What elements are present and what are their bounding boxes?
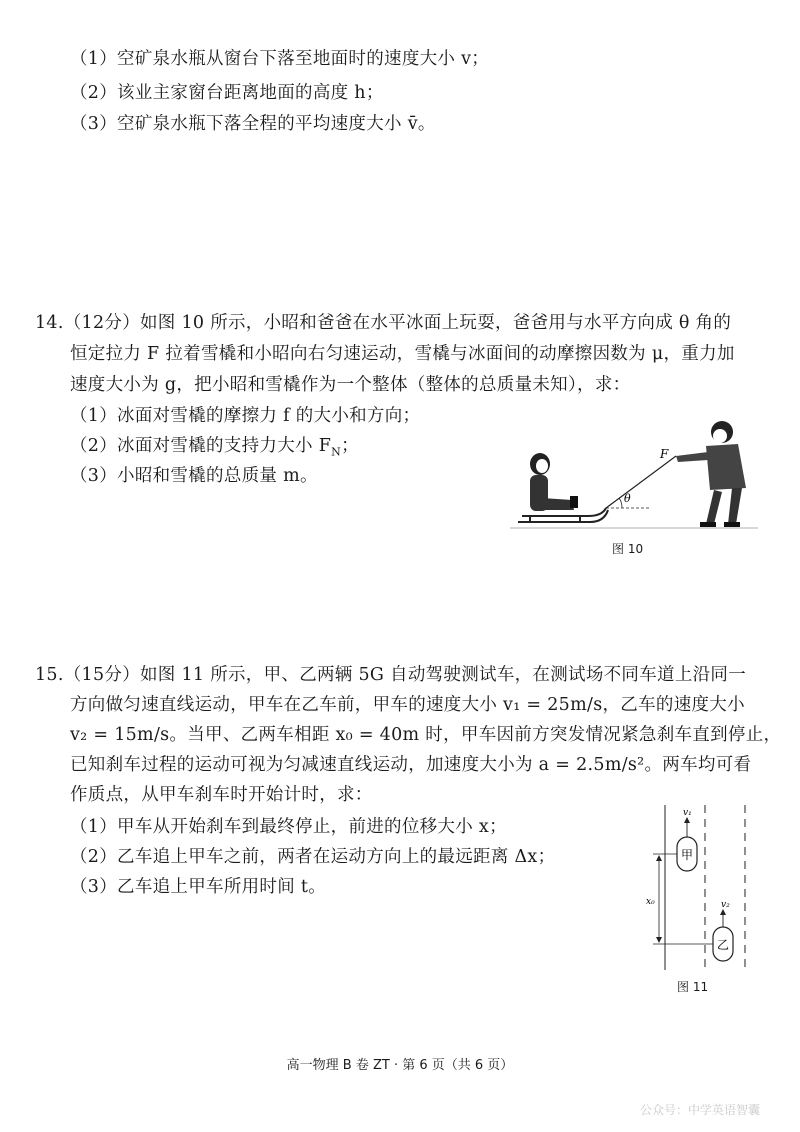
x0-label: x₀ — [646, 897, 655, 907]
q13-item-2: （2）该业主家窗台距离地面的高度 h； — [70, 83, 384, 103]
figure-10-sled-illustration — [510, 418, 760, 533]
q15-item-3: （3）乙车追上甲车所用时间 t。 — [70, 877, 327, 897]
q13-item-3: （3）空矿泉水瓶下落全程的平均速度大小 v̄。 — [70, 114, 436, 134]
car-yi-label: 乙 — [716, 938, 730, 952]
q14-item-1: （1）冰面对雪橇的摩擦力 f 的大小和方向； — [70, 406, 421, 426]
q14-line-2: 恒定拉力 F 拉着雪橇和小昭向右匀速运动，雪橇与冰面间的动摩擦因数为 μ，重力加 — [70, 344, 735, 364]
q13-item-1: （1）空矿泉水瓶从窗台下落至地面时的速度大小 v； — [70, 49, 490, 69]
q15-item-1: （1）甲车从开始刹车到最终停止，前进的位移大小 x； — [70, 817, 507, 837]
q15-line-1: 15.（15分）如图 11 所示，甲、乙两辆 5G 自动驾驶测试车，在测试场不同车道上沿同一 — [35, 665, 747, 685]
q15-line-4: 已知刹车过程的运动可视为匀减速直线运动，加速度大小为 a = 2.5m/s²。两车均可看 — [70, 755, 752, 775]
car-jia-label: 甲 — [680, 848, 694, 862]
q14-line-1: 14.（12分）如图 10 所示，小昭和爸爸在水平冰面上玩耍，爸爸用与水平方向成 θ 角的 — [35, 313, 732, 333]
figure-10-caption: 图 10 — [612, 542, 644, 556]
q15-line-3: v₂ = 15m/s。当甲、乙两车相距 x₀ = 40m 时，甲车因前方突发情况紧急刹车直到停止， — [70, 725, 782, 745]
q14-item-2-sub: N — [331, 445, 342, 459]
figure-theta-label: θ — [624, 492, 631, 505]
q14-item-2 — [70, 434, 359, 465]
watermark: 公众号：中学英语智囊 — [639, 1103, 760, 1117]
v1-label: v₁ — [683, 808, 692, 818]
figure-F-label: F — [660, 447, 669, 461]
q14-line-3: 速度大小为 g，把小昭和雪橇作为一个整体（整体的总质量未知），求： — [70, 375, 631, 395]
v2-label: v₂ — [721, 900, 730, 910]
q14-item-3: （3）小昭和雪橇的总质量 m。 — [70, 466, 318, 486]
q15-item-2: （2）乙车追上甲车之前，两者在运动方向上的最远距离 Δx； — [70, 847, 556, 867]
q14-item-2-text: （2）冰面对雪橇的支持力大小 F — [70, 436, 332, 456]
q15-line-5: 作质点，从甲车刹车时开始计时，求： — [70, 785, 373, 805]
figure-11-caption: 图 11 — [677, 980, 709, 994]
q15-line-2: 方向做匀速直线运动，甲车在乙车前，甲车的速度大小 v₁ = 25m/s，乙车的速度大小 — [70, 695, 745, 715]
page-footer: 高一物理 B 卷 ZT · 第 6 页（共 6 页） — [286, 1058, 514, 1073]
q14-item-2-end: ； — [341, 436, 359, 456]
figure-11-lanes-diagram — [645, 805, 755, 970]
